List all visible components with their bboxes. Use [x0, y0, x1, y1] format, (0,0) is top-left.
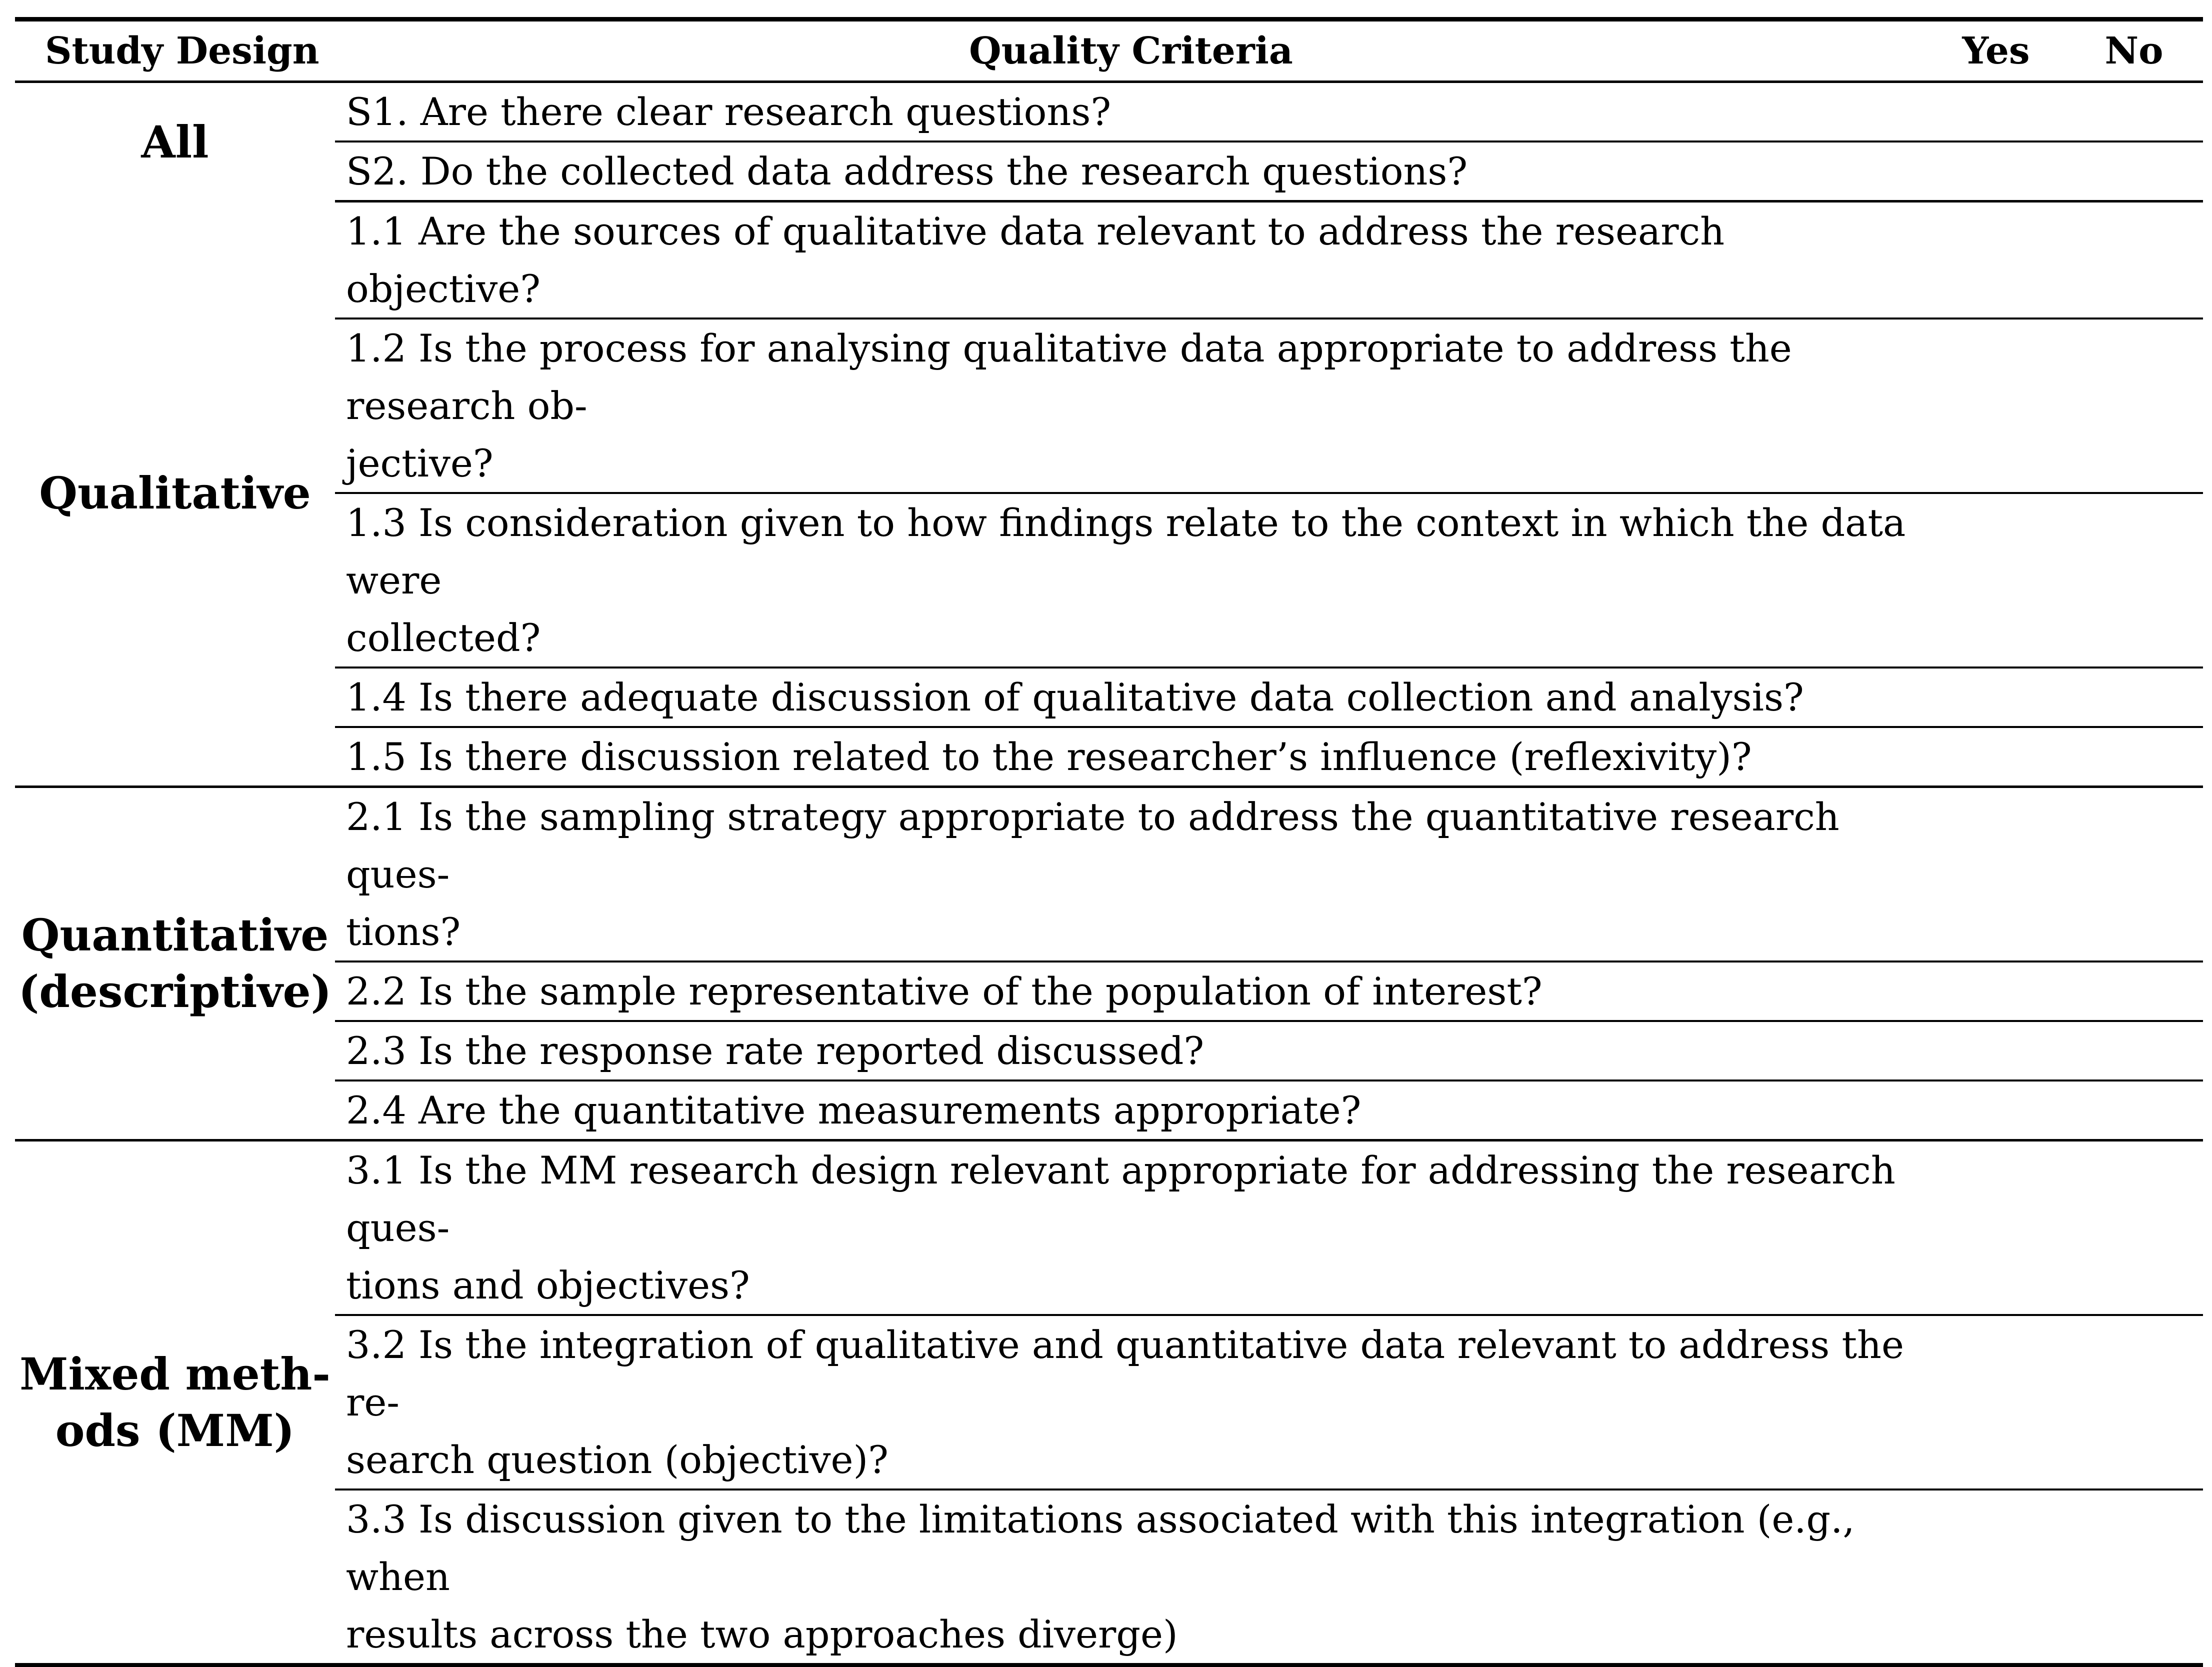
study-design-quantitative: Quantitative (descriptive): [15, 787, 335, 1140]
no-cell: [2065, 727, 2203, 787]
yes-cell: [1927, 318, 2065, 493]
criterion-cell: [335, 1315, 1927, 1490]
no-cell: [2065, 787, 2203, 962]
yes-cell: [1927, 1021, 2065, 1080]
yes-cell: [1927, 1080, 2065, 1140]
criterion-text: 2.4 Are the quantitative measurements appropriate?: [346, 1088, 1362, 1132]
criterion-cell: [335, 202, 1927, 319]
table-row: [15, 318, 2203, 493]
study-design-qualitative: Qualitative: [15, 202, 335, 787]
criterion-text: S1. Are there clear research questions?: [346, 90, 1112, 134]
criterion-cell: [335, 787, 1927, 962]
criterion-cell: [335, 1080, 1927, 1140]
no-cell: [2065, 318, 2203, 493]
criterion-text: 3.2 Is the integration of qualitative and quantitative data relevant to address the re- search question (objective)?: [346, 1322, 1904, 1482]
no-cell: [2065, 202, 2203, 319]
criterion-cell: [335, 962, 1927, 1021]
study-design-all: All: [141, 116, 209, 168]
table-body: [15, 82, 2203, 1666]
no-cell: [2065, 1080, 2203, 1140]
criterion-cell: [335, 668, 1927, 727]
table-row: [15, 1021, 2203, 1080]
criterion-text: 2.2 Is the sample representative of the population of interest?: [346, 969, 1542, 1014]
yes-cell: [1927, 668, 2065, 727]
table-row: [15, 962, 2203, 1021]
study-design-mixed-methods: Mixed meth- ods (MM): [15, 1140, 335, 1666]
criterion-text: 3.3 Is discussion given to the limitations associated with this integration (e.g., when results across the two approaches diverge): [346, 1497, 1855, 1656]
yes-cell: [1927, 1140, 2065, 1316]
criterion-cell: [335, 82, 1927, 142]
yes-cell: [1927, 1315, 2065, 1490]
criterion-cell: [335, 1490, 1927, 1665]
quality-criteria-table: [15, 17, 2203, 1667]
yes-cell: [1927, 82, 2065, 142]
criterion-text: 2.3 Is the response rate reported discussed?: [346, 1028, 1204, 1073]
header-study-design: Study Design: [45, 30, 320, 72]
criterion-cell: [335, 1021, 1927, 1080]
table-row: [15, 1080, 2203, 1140]
table-row: [15, 668, 2203, 727]
no-cell: [2065, 82, 2203, 142]
table-row: [15, 727, 2203, 787]
yes-cell: [1927, 142, 2065, 202]
no-cell: [2065, 1315, 2203, 1490]
no-cell: [2065, 1140, 2203, 1316]
criterion-cell: [335, 493, 1927, 668]
no-cell: [2065, 1021, 2203, 1080]
criterion-text: 1.1 Are the sources of qualitative data relevant to address the research objective?: [346, 209, 1725, 311]
no-cell: [2065, 142, 2203, 202]
criterion-text: 1.5 Is there discussion related to the researcher’s influence (reflexivity)?: [346, 734, 1752, 779]
no-cell: [2065, 668, 2203, 727]
criterion-cell: [335, 727, 1927, 787]
no-cell: [2065, 493, 2203, 668]
criterion-text: 2.1 Is the sampling strategy appropriate to address the quantitative research ques- tions?: [346, 794, 1840, 954]
no-cell: [2065, 962, 2203, 1021]
yes-cell: [1927, 787, 2065, 962]
table-row: [15, 82, 2203, 142]
header-no: No: [2104, 30, 2164, 72]
table-row: [15, 1140, 2203, 1316]
criterion-text: 1.3 Is consideration given to how findings relate to the context in which the data were collected?: [346, 500, 1906, 660]
yes-cell: [1927, 1490, 2065, 1665]
criterion-text: S2. Do the collected data address the research questions?: [346, 149, 1468, 194]
criterion-cell: [335, 142, 1927, 202]
criterion-text: 3.1 Is the MM research design relevant appropriate for addressing the research ques- tions and objectives?: [346, 1148, 1896, 1308]
table-row: [15, 142, 2203, 202]
criterion-text: 1.4 Is there adequate discussion of qualitative data collection and analysis?: [346, 675, 1804, 720]
yes-cell: [1927, 962, 2065, 1021]
table-row: [15, 493, 2203, 668]
table-row: [15, 1490, 2203, 1665]
header-yes: Yes: [1962, 30, 2030, 72]
table-row: [15, 202, 2203, 319]
yes-cell: [1927, 493, 2065, 668]
header-quality-criteria: Quality Criteria: [969, 30, 1293, 72]
table-row: [15, 1315, 2203, 1490]
criterion-cell: [335, 318, 1927, 493]
criterion-cell: [335, 1140, 1927, 1316]
table-row: [15, 787, 2203, 962]
criterion-text: 1.2 Is the process for analysing qualitative data appropriate to address the research ob- jective?: [346, 326, 1792, 486]
no-cell: [2065, 1490, 2203, 1665]
yes-cell: [1927, 202, 2065, 319]
table-header-row: [15, 20, 2203, 82]
yes-cell: [1927, 727, 2065, 787]
